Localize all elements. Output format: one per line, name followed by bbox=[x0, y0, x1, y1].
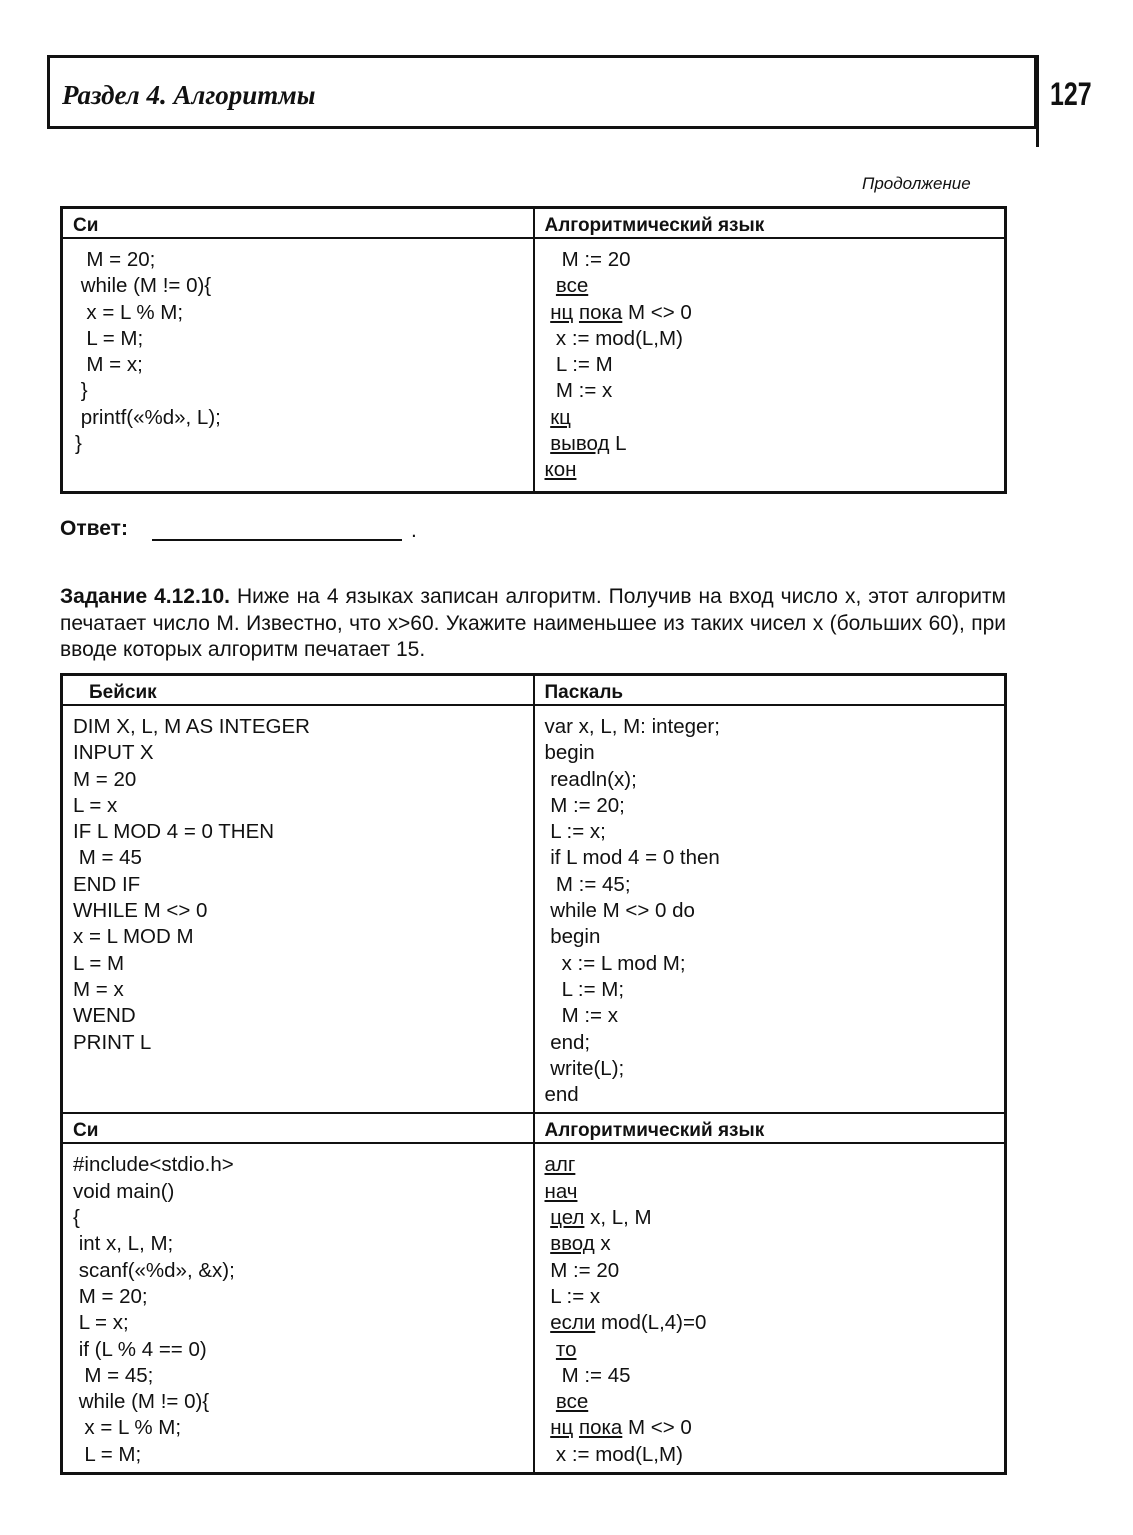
code-line: M := 20 bbox=[544, 1258, 620, 1282]
code-table-1 bbox=[60, 206, 1007, 494]
table1-c-code bbox=[62, 238, 534, 493]
code-line: { bbox=[73, 1206, 80, 1230]
section-title: Раздел 4. Алгоритмы bbox=[62, 80, 316, 110]
code-line: begin bbox=[544, 741, 595, 765]
continuation-label: Продолжение bbox=[862, 174, 971, 193]
code-line: кон bbox=[544, 458, 577, 482]
task-paragraph bbox=[60, 584, 1006, 664]
code-line: M := 20 bbox=[544, 248, 631, 271]
code-line: M = 20; bbox=[73, 1284, 148, 1308]
code-line: DIM X, L, M AS INTEGER bbox=[73, 715, 310, 738]
code-line: x = L MOD M bbox=[73, 925, 194, 949]
code-line: scanf(«%d», &x); bbox=[73, 1258, 235, 1282]
table2-basic-code bbox=[62, 705, 534, 1113]
code-line: нц пока M <> 0 bbox=[550, 300, 692, 324]
table2-alg-code bbox=[534, 1143, 1006, 1473]
table2-c-code bbox=[62, 1143, 534, 1473]
code-line: WHILE M <> 0 bbox=[73, 899, 208, 923]
page-number: 127 bbox=[1050, 76, 1092, 112]
code-line: while (M != 0){ bbox=[73, 1390, 210, 1414]
code-line: нач bbox=[544, 1179, 578, 1203]
code-line: M := 20; bbox=[544, 793, 625, 817]
code-line: begin bbox=[544, 925, 601, 949]
code-line: M = 45 bbox=[73, 846, 142, 870]
code-line: if (L % 4 == 0) bbox=[73, 1337, 207, 1361]
task-label: Задание 4.12.10. bbox=[60, 585, 230, 608]
code-line: x := L mod M; bbox=[544, 951, 686, 975]
table1-alg-code bbox=[534, 238, 1006, 493]
table1-header-c: Си bbox=[62, 208, 534, 239]
code-line: #include<stdio.h> bbox=[73, 1153, 234, 1177]
answer-dot: . bbox=[411, 519, 417, 542]
code-line: L = x; bbox=[73, 1311, 129, 1335]
code-line: L := M; bbox=[544, 977, 625, 1001]
code-line: L = x bbox=[73, 793, 118, 817]
code-line: PRINT L bbox=[73, 1030, 152, 1054]
code-line: ввод x bbox=[550, 1232, 611, 1256]
code-line: кц bbox=[550, 405, 571, 429]
code-line: } bbox=[75, 432, 82, 456]
code-line: M := x bbox=[544, 379, 613, 403]
code-line: M = x bbox=[73, 977, 124, 1001]
code-line: readln(x); bbox=[544, 767, 637, 791]
code-line: L := x; bbox=[544, 820, 606, 844]
code-line: L := x bbox=[544, 1284, 601, 1308]
code-line: M = 45; bbox=[73, 1363, 154, 1387]
code-line: INPUT X bbox=[73, 741, 154, 765]
table2-header-c: Си bbox=[62, 1113, 534, 1143]
task-text: Ниже на 4 языках записан алгоритм. Получив на вход число x, этот алгоритм печатает число M. Известно, что x>60. Укажите наименьшее из таких чисел x (больших 60), при вводе которых алгоритм печатает 15. bbox=[60, 585, 1006, 661]
answer-label: Ответ: bbox=[60, 517, 128, 540]
table2-header-basic: Бейсик bbox=[62, 675, 534, 706]
code-line: x := mod(L,M) bbox=[544, 326, 683, 350]
answer-blank[interactable] bbox=[152, 539, 402, 541]
code-line: void main() bbox=[73, 1179, 175, 1203]
table2-pascal-code bbox=[534, 705, 1006, 1113]
code-line: if L mod 4 = 0 then bbox=[544, 846, 720, 870]
code-line: M := x bbox=[544, 1004, 618, 1028]
code-line: IF L MOD 4 = 0 THEN bbox=[73, 820, 275, 844]
code-line: end bbox=[544, 1083, 579, 1107]
code-line: если mod(L,4)=0 bbox=[550, 1311, 707, 1335]
code-line: все bbox=[555, 1390, 589, 1414]
code-line: L := M bbox=[544, 353, 613, 377]
code-line: L = M; bbox=[75, 326, 144, 350]
code-table-2 bbox=[60, 673, 1007, 1475]
code-line: int x, L, M; bbox=[73, 1232, 174, 1256]
code-line: write(L); bbox=[544, 1056, 625, 1080]
code-line: алг bbox=[544, 1153, 576, 1177]
code-line: while (M != 0){ bbox=[75, 274, 212, 298]
code-line: printf(«%d», L); bbox=[75, 405, 221, 429]
code-line: цел x, L, M bbox=[550, 1206, 652, 1230]
code-line: } bbox=[75, 379, 88, 403]
code-line: M := 45; bbox=[544, 872, 631, 896]
code-line: все bbox=[555, 274, 589, 298]
code-line: var x, L, M: integer; bbox=[544, 715, 720, 738]
table2-header-pascal: Паскаль bbox=[534, 675, 1006, 706]
code-line: вывод L bbox=[550, 432, 627, 456]
code-line: x = L % M; bbox=[75, 300, 184, 324]
code-line: end; bbox=[544, 1030, 591, 1054]
code-line: M = x; bbox=[75, 353, 143, 377]
code-line: WEND bbox=[73, 1004, 136, 1028]
code-line: M = 20 bbox=[73, 767, 137, 791]
section-header bbox=[47, 55, 1037, 129]
code-line: while M <> 0 do bbox=[544, 899, 695, 923]
code-line: M = 20; bbox=[75, 248, 156, 271]
code-line: x = L % M; bbox=[73, 1416, 182, 1440]
code-line: L = M bbox=[73, 951, 125, 975]
table2-header-alg: Алгоритмический язык bbox=[534, 1113, 1006, 1143]
code-line: то bbox=[555, 1337, 577, 1361]
code-line: M := 45 bbox=[544, 1363, 631, 1387]
code-line: нц пока M <> 0 bbox=[550, 1416, 692, 1440]
code-line: x := mod(L,M) bbox=[544, 1442, 683, 1466]
table1-header-alg: Алгоритмический язык bbox=[534, 208, 1006, 239]
code-line: L = M; bbox=[73, 1442, 142, 1466]
code-line: END IF bbox=[73, 872, 141, 896]
header-divider bbox=[1036, 55, 1039, 147]
